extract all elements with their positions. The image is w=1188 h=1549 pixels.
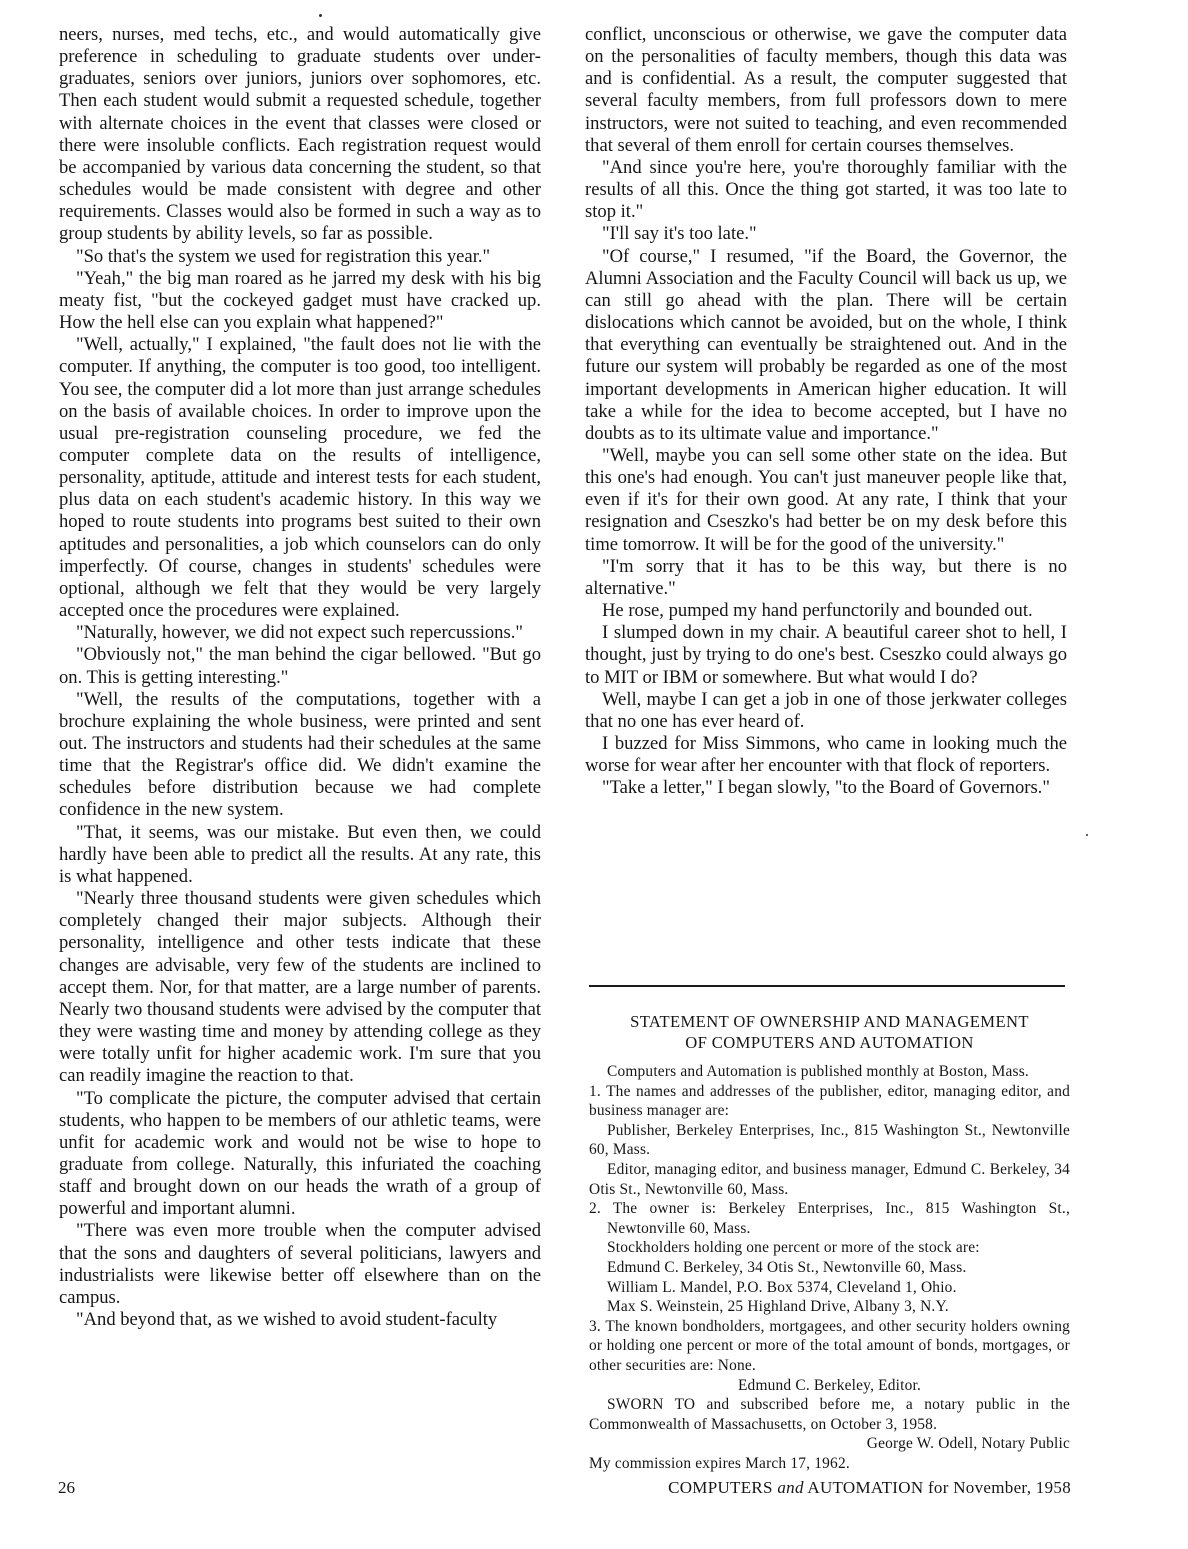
statement-stockholder: Max S. Weinstein, 25 Highland Drive, Albany 3, N.Y.: [607, 1298, 949, 1316]
footer-magazine-part1: COMPUTERS: [668, 1478, 773, 1497]
print-speck: [319, 14, 322, 17]
article-paragraph: "Nearly three thousand students were given schedules which completely changed their major subjects. Although their personality, intelligence and other tests indicate that these changes are advisable, very few of the students are inclined to accept them. Nor, for that matter, are a large number of parents. Nearly two thousand students were advised by the computer that they were wasting time and money by attending college as they were totally unfit for higher academic work. I'm sure that you can readily imagine the reaction to that.: [59, 888, 541, 1087]
statement-item2: 2. The owner is: Berkeley Enterprises, Inc., 815 Washington St., Newtonville 60, Mass.: [589, 1200, 1070, 1237]
article-paragraph: "Yeah," the big man roared as he jarred my desk with his big meaty fist, "but the cockeyed gadget must have cracked up. How the hell else can you explain what happened?": [59, 267, 541, 334]
print-speck: [1086, 834, 1088, 836]
statement-editor: Editor, managing editor, and business manager, Edmund C. Berkeley, 34 Otis St., Newtonville 60, Mass.: [589, 1160, 1070, 1198]
footer-magazine-part2: AUTOMATION for November, 1958: [807, 1478, 1071, 1497]
statement-published: Computers and Automation is published monthly at Boston, Mass.: [607, 1063, 1029, 1080]
article-paragraph: conflict, unconscious or otherwise, we gave the computer data on the personalities of faculty members, though this data was and is confidential. As a result, the computer suggested that several faculty members, from full professors down to mere instructors, were not suited to teaching, and even recommended that several of them enroll for certain courses themselves.: [585, 24, 1067, 156]
article-paragraph: "Of course," I resumed, "if the Board, the Governor, the Alumni Association and the Faculty Council will back us up, we can still go ahead with the plan. There will be certain dislocations which cannot be avoided, but on the whole, I think that everything can eventually be straightened out. And in the future our system will probably be regarded as one of the most important developments in American higher education. It will take a while for the idea to become accepted, but I have no doubts as to its ultimate value and importance.": [585, 245, 1067, 444]
statement-commission: My commission expires March 17, 1962.: [589, 1454, 850, 1472]
section-divider-rule: [589, 985, 1065, 987]
article-paragraph: Well, maybe I can get a job in one of those jerkwater colleges that no one has ever heard of.: [585, 688, 1067, 732]
statement-signature-notary: George W. Odell, Notary Public: [866, 1435, 1070, 1453]
statement-title-line2: OF COMPUTERS AND AUTOMATION: [685, 1033, 974, 1052]
article-paragraph: neers, nurses, med techs, etc., and would automatically give preference in scheduling to graduate students over undergraduates, seniors over juniors, juniors over sophomores, etc. Then each student would submit a requested schedule, together with alternate choices in the event that classes were closed or there were insoluble conflicts. Each registration request would be accompanied by various data concerning the student, so that schedules would be made consistent with degree and other requirements. Classes would also be formed in such a way as to group students by ability levels, so far as possible.: [59, 24, 541, 245]
ownership-statement: [589, 1011, 1070, 1473]
article-paragraph: I slumped down in my chair. A beautiful career shot to hell, I thought, just by trying to do one's best. Cseszko could always go to MIT or IBM or somewhere. But what would I do?: [585, 622, 1067, 688]
article-paragraph: "Well, actually," I explained, "the fault does not lie with the computer. If anything, the computer is too good, too intelligent. You see, the computer did a lot more than just arrange schedules on the basis of available choices. In order to improve upon the usual pre-registration counseling procedure, we fed the computer complete data on the results of intelligence, personality, aptitude, attitude and interest tests for each student, plus data on each student's academic history. In this way we hoped to route students into programs best suited to their own aptitudes and personalities, a job which counselors can do only imperfectly. Of course, changes in students' schedules were optional, although we felt that they would be very largely accepted once the procedures were explained.: [59, 334, 541, 622]
article-right-column: [585, 24, 1067, 799]
page-number: 26: [58, 1478, 75, 1497]
article-paragraph: "I'll say it's too late.": [602, 223, 757, 245]
statement-stockholder: Edmund C. Berkeley, 34 Otis St., Newtonville 60, Mass.: [607, 1258, 967, 1276]
article-paragraph: "There was even more trouble when the computer advised that the sons and daughters of several politicians, lawyers and industrialists were likewise better off elsewhere than on the campus.: [59, 1220, 541, 1308]
article-paragraph: "And since you're here, you're thoroughly familiar with the results of all this. Once the thing got started, it was too late to stop it.": [585, 156, 1067, 223]
footer-magazine-and: and: [777, 1478, 804, 1497]
article-paragraph: "Take a letter," I began slowly, "to the Board of Governors.": [602, 777, 1050, 799]
article-paragraph: "Obviously not," the man behind the cigar bellowed. "But go on. This is getting interesting.": [59, 644, 541, 688]
article-paragraph: "To complicate the picture, the computer advised that certain students, who happen to be members of our athletic teams, were unfit for academic work and would not be wise to hope to graduate from college. Naturally, this infuriated the coaching staff and brought down on our heads the wrath of a group of powerful and important alumni.: [59, 1087, 541, 1220]
statement-stockholders-intro: Stockholders holding one percent or more of the stock are:: [607, 1239, 980, 1257]
article-left-column: [59, 24, 541, 1331]
statement-item3: 3. The known bondholders, mortgagees, and other security holders owning or holding one percent or more of the total amount of bonds, mortgages, or other securities are: None.: [589, 1317, 1070, 1374]
article-paragraph: "Well, maybe you can sell some other state on the idea. But this one's had enough. You can't just maneuver people like that, even if it's for their own good. At any rate, I think that your resignation and Cseszko's had better be on my desk before this time tomorrow. It will be for the good of the university.": [585, 444, 1067, 555]
statement-sworn: SWORN TO and subscribed before me, a notary public in the Commonwealth of Massachusetts, on October 3, 1958.: [589, 1396, 1070, 1433]
article-paragraph: "So that's the system we used for registration this year.": [76, 245, 491, 267]
statement-signature-editor: Edmund C. Berkeley, Editor.: [737, 1376, 922, 1394]
article-paragraph: "Well, the results of the computations, together with a brochure explaining the whole business, were printed and sent out. The instructors and students had their schedules at the same time that the Registrar's office did. We didn't examine the schedules before distribution because we had complete confidence in the new system.: [59, 688, 541, 821]
article-paragraph: "Naturally, however, we did not expect such repercussions.": [76, 622, 523, 644]
article-paragraph: "And beyond that, as we wished to avoid student-faculty: [76, 1309, 498, 1331]
statement-title: [589, 1011, 1070, 1053]
article-paragraph: I buzzed for Miss Simmons, who came in looking much the worse for wear after her encounter with that flock of reporters.: [585, 733, 1067, 777]
statement-title-line1: STATEMENT OF OWNERSHIP AND MANAGEMENT: [630, 1012, 1029, 1031]
article-paragraph: He rose, pumped my hand perfunctorily and bounded out.: [602, 600, 1033, 622]
running-footer: [653, 1478, 1071, 1498]
article-paragraph: "That, it seems, was our mistake. But even then, we could hardly have been able to predict all the results. At any rate, this is what happened.: [59, 821, 541, 887]
statement-publisher: Publisher, Berkeley Enterprises, Inc., 815 Washington St., Newtonville 60, Mass.: [589, 1121, 1070, 1159]
statement-item1: 1. The names and addresses of the publisher, editor, managing editor, and business manager are:: [589, 1082, 1070, 1120]
statement-stockholder: William L. Mandel, P.O. Box 5374, Cleveland 1, Ohio.: [607, 1278, 957, 1296]
article-paragraph: "I'm sorry that it has to be this way, but there is no alternative.": [585, 555, 1067, 599]
